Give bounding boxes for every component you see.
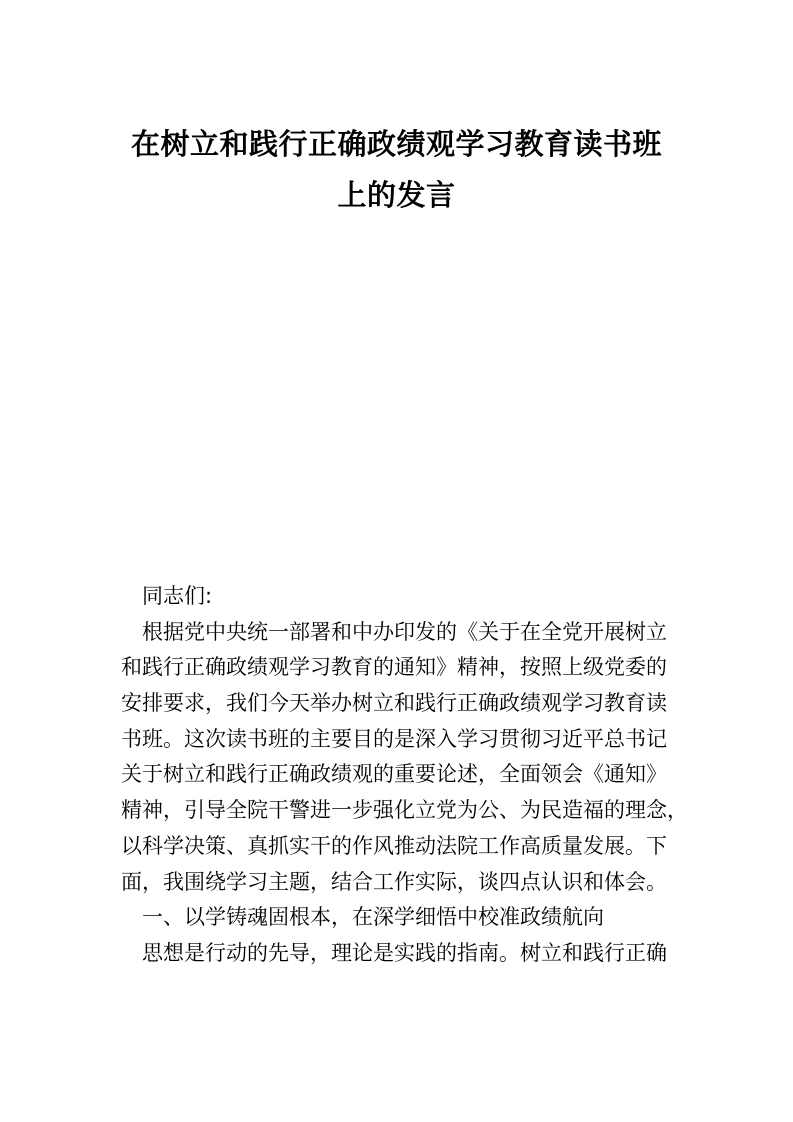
body-line: 面，我围绕学习主题，结合工作实际，谈四点认识和体会。 <box>121 869 667 894</box>
document-title-line-2: 上的发言 <box>337 178 456 212</box>
document-title-line-1: 在树立和践行正确政绩观学习教育读书班 <box>130 127 662 161</box>
body-line: 和践行正确政绩观学习教育的通知》精神，按照上级党委的 <box>121 655 667 680</box>
body-line: 思想是行动的先导，理论是实践的指南。树立和践行正确 <box>142 940 667 965</box>
section-heading-line: 一、以学铸魂固根本，在深学细悟中校准政绩航向 <box>142 905 604 930</box>
salutation-line: 同志们: <box>142 584 213 608</box>
body-line: 精神，引导全院干警进一步强化立党为公、为民造福的理念， <box>121 798 688 823</box>
body-line: 书班。这次读书班的主要目的是深入学习贯彻习近平总书记 <box>121 726 667 751</box>
body-line: 关于树立和践行正确政绩观的重要论述，全面领会《通知》 <box>121 762 667 787</box>
body-line: 根据党中央统一部署和中办印发的《关于在全党开展树立 <box>142 619 667 644</box>
body-line: 安排要求，我们今天举办树立和践行正确政绩观学习教育读 <box>121 691 667 716</box>
document-body <box>121 579 688 972</box>
body-line: 以科学决策、真抓实干的作风推动法院工作高质量发展。下 <box>121 833 667 858</box>
